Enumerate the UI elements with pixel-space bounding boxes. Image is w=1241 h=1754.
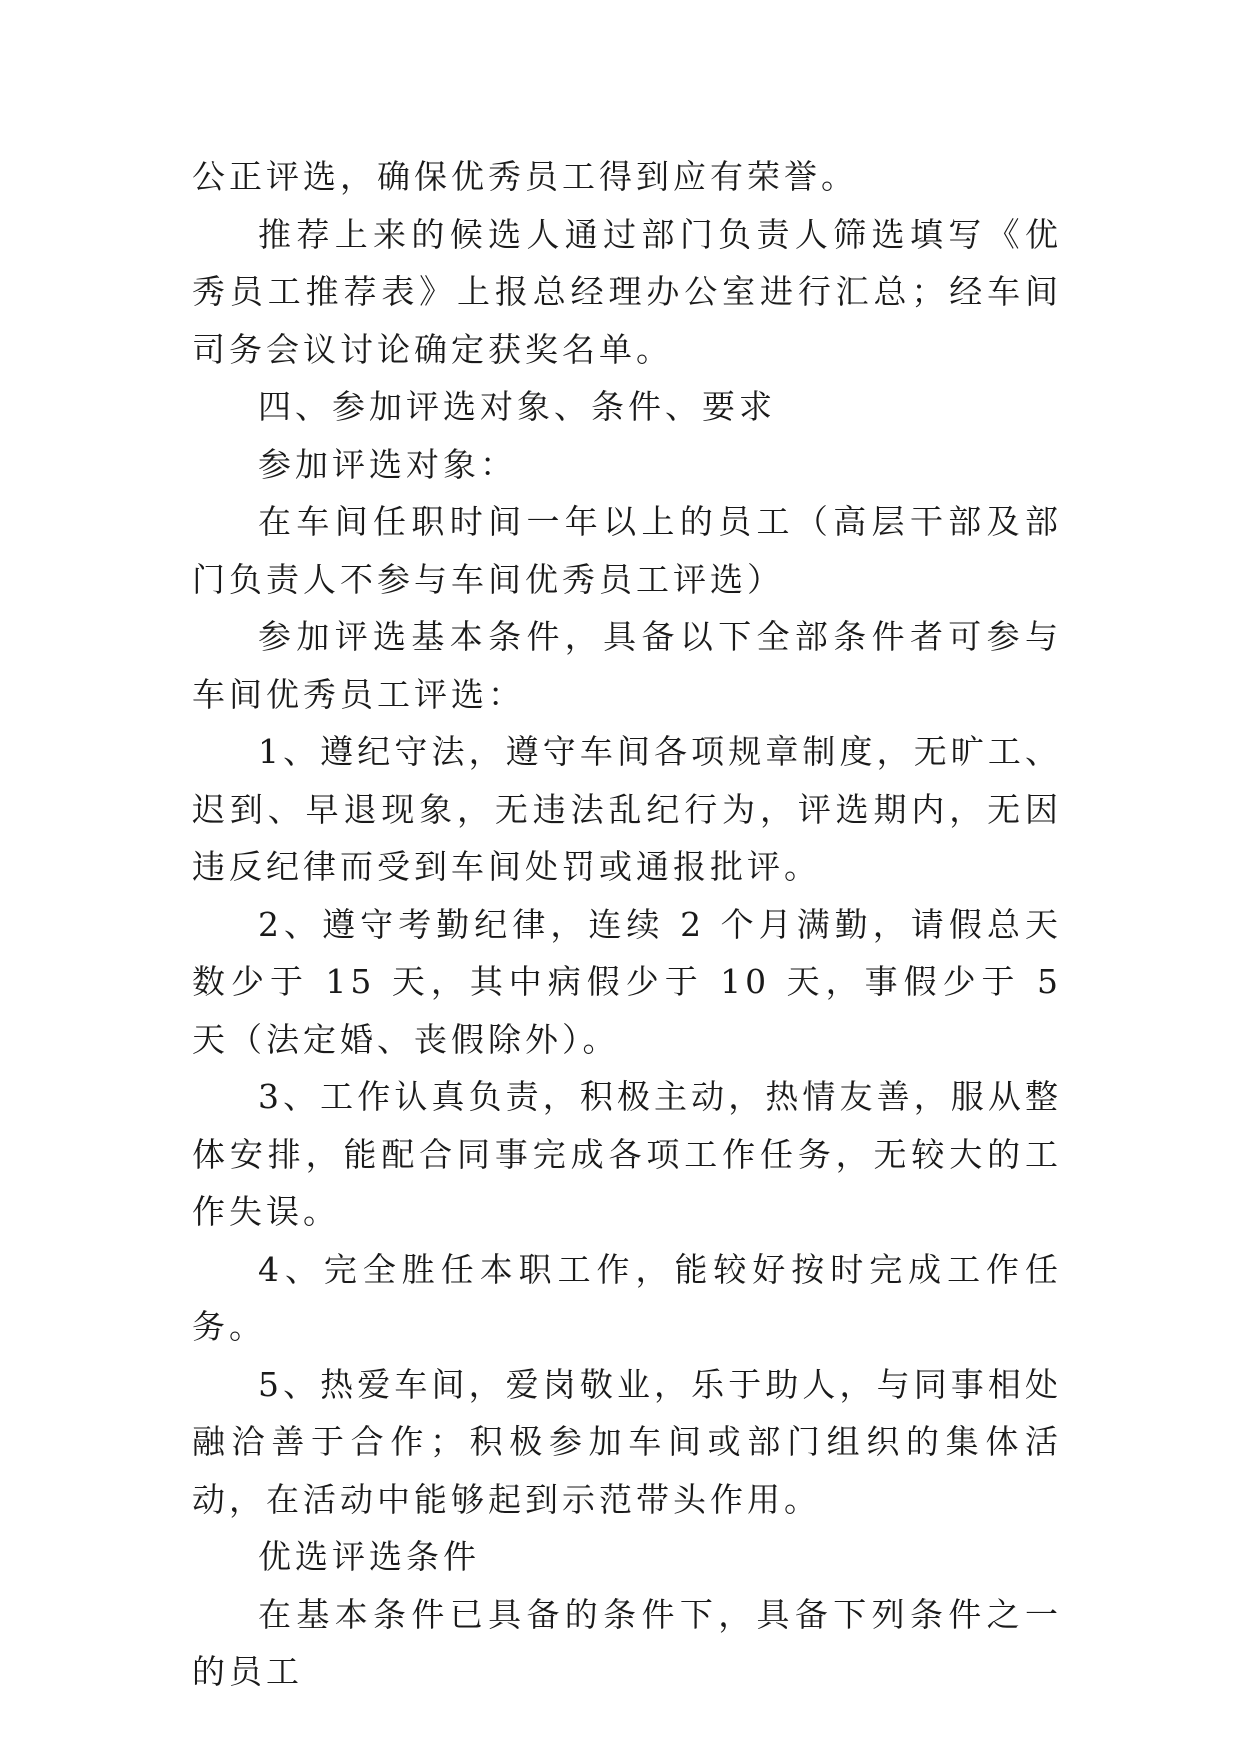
list-item: 5、热爱车间，爱岗敬业，乐于助人，与同事相处融洽善于合作；积极参加车间或部门组织的集体活动，在活动中能够起到示范带头作用。 <box>192 1364 1062 1519</box>
paragraph: 公正评选，确保优秀员工得到应有荣誉。 <box>192 157 858 196</box>
paragraph: 优选评选条件 <box>258 1537 480 1576</box>
document-body <box>192 148 1062 1701</box>
list-item: 1、遵纪守法，遵守车间各项规章制度，无旷工、迟到、早退现象，无违法乱纪行为，评选期内，无因违反纪律而受到车间处罚或通报批评。 <box>192 732 1062 886</box>
list-item: 3、工作认真负责，积极主动，热情友善，服从整体安排，能配合同事完成各项工作任务，无较大的工作失误。 <box>192 1077 1062 1231</box>
list-item: 2、遵守考勤纪律，连续 2 个月满勤，请假总天数少于 15 天，其中病假少于 10 天，事假少于 5 天（法定婚、丧假除外）。 <box>192 904 1062 1059</box>
paragraph: 参加评选基本条件，具备以下全部条件者可参与车间优秀员工评选： <box>192 617 1062 714</box>
paragraph: 在车间任职时间一年以上的员工（高层干部及部门负责人不参与车间优秀员工评选） <box>192 502 1062 599</box>
paragraph: 在基本条件已具备的条件下，具备下列条件之一的员工 <box>192 1594 1062 1691</box>
list-item: 4、完全胜任本职工作，能较好按时完成工作任务。 <box>192 1249 1062 1346</box>
paragraph: 参加评选对象： <box>258 444 517 484</box>
paragraph: 推荐上来的候选人通过部门负责人筛选填写《优秀员工推荐表》上报总经理办公室进行汇总；经车间司务会议讨论确定获奖名单。 <box>192 214 1062 369</box>
section-heading: 四、参加评选对象、条件、要求 <box>258 387 776 426</box>
